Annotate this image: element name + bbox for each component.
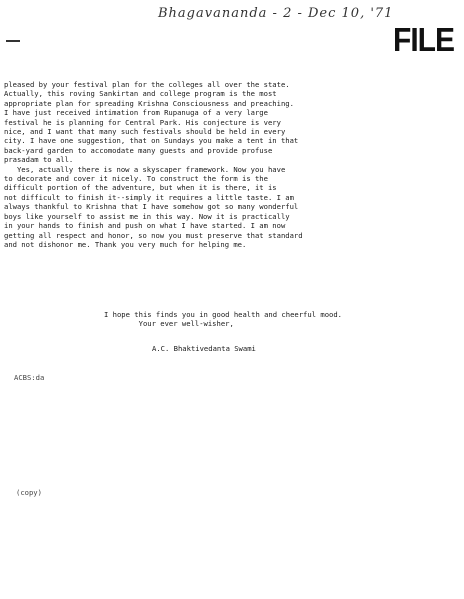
text-line: boys like yourself to assist me in this way. Now it is practically: [4, 211, 290, 221]
closing: [104, 310, 342, 329]
text-line: pleased by your festival plan for the colleges all over the state.: [4, 80, 290, 89]
text-line: festival he is planning for Central Park. His conjecture is very: [4, 117, 281, 127]
text-line: city. I have one suggestion, that on Sundays you make a tent in that: [4, 136, 299, 146]
text-line: appropriate plan for spreading Krishna Consciousness and preaching.: [4, 98, 294, 108]
closing-line: Your ever well-wisher,: [104, 319, 234, 329]
copy-note: (copy): [16, 488, 42, 497]
text-line: in your hands to finish and push on what I have started. I am now: [4, 221, 286, 231]
text-line: not difficult to finish it--simply it requires a little taste. I am: [4, 192, 294, 202]
text-line: Actually, this roving Sankirtan and college program is the most: [4, 89, 277, 99]
file-stamp: FILE: [393, 22, 454, 59]
text-line: prasadam to all.: [4, 155, 74, 165]
paragraph-1: [4, 80, 459, 165]
handwritten-note: Bhagavananda - 2 - Dec 10, '71: [158, 6, 394, 21]
margin-mark: [6, 40, 20, 42]
paragraph-2: [4, 165, 459, 250]
text-line: Yes, actually there is now a skyscaper framework. Now you have: [4, 164, 286, 174]
letter-body: [4, 80, 459, 249]
text-line: nice, and I want that many such festivals should be held in every: [4, 127, 286, 137]
text-line: and not dishonor me. Thank you very much for helping me.: [4, 239, 247, 249]
text-line: back-yard garden to accomodate many guests and provide profuse: [4, 145, 273, 155]
signature: A.C. Bhaktivedanta Swami: [152, 344, 256, 353]
text-line: always thankful to Krishna that I have somehow got so many wonderful: [4, 202, 299, 212]
text-line: difficult portion of the adventure, but when it is there, it is: [4, 183, 277, 193]
text-line: I have just received intimation from Rupanuga of a very large: [4, 108, 268, 118]
text-line: to decorate and cover it nicely. To construct the form is the: [4, 174, 268, 184]
initials: ACBS:da: [14, 373, 45, 382]
closing-line: I hope this finds you in good health and cheerful mood.: [104, 310, 342, 319]
text-line: getting all respect and honor, so now you must preserve that standard: [4, 230, 303, 240]
